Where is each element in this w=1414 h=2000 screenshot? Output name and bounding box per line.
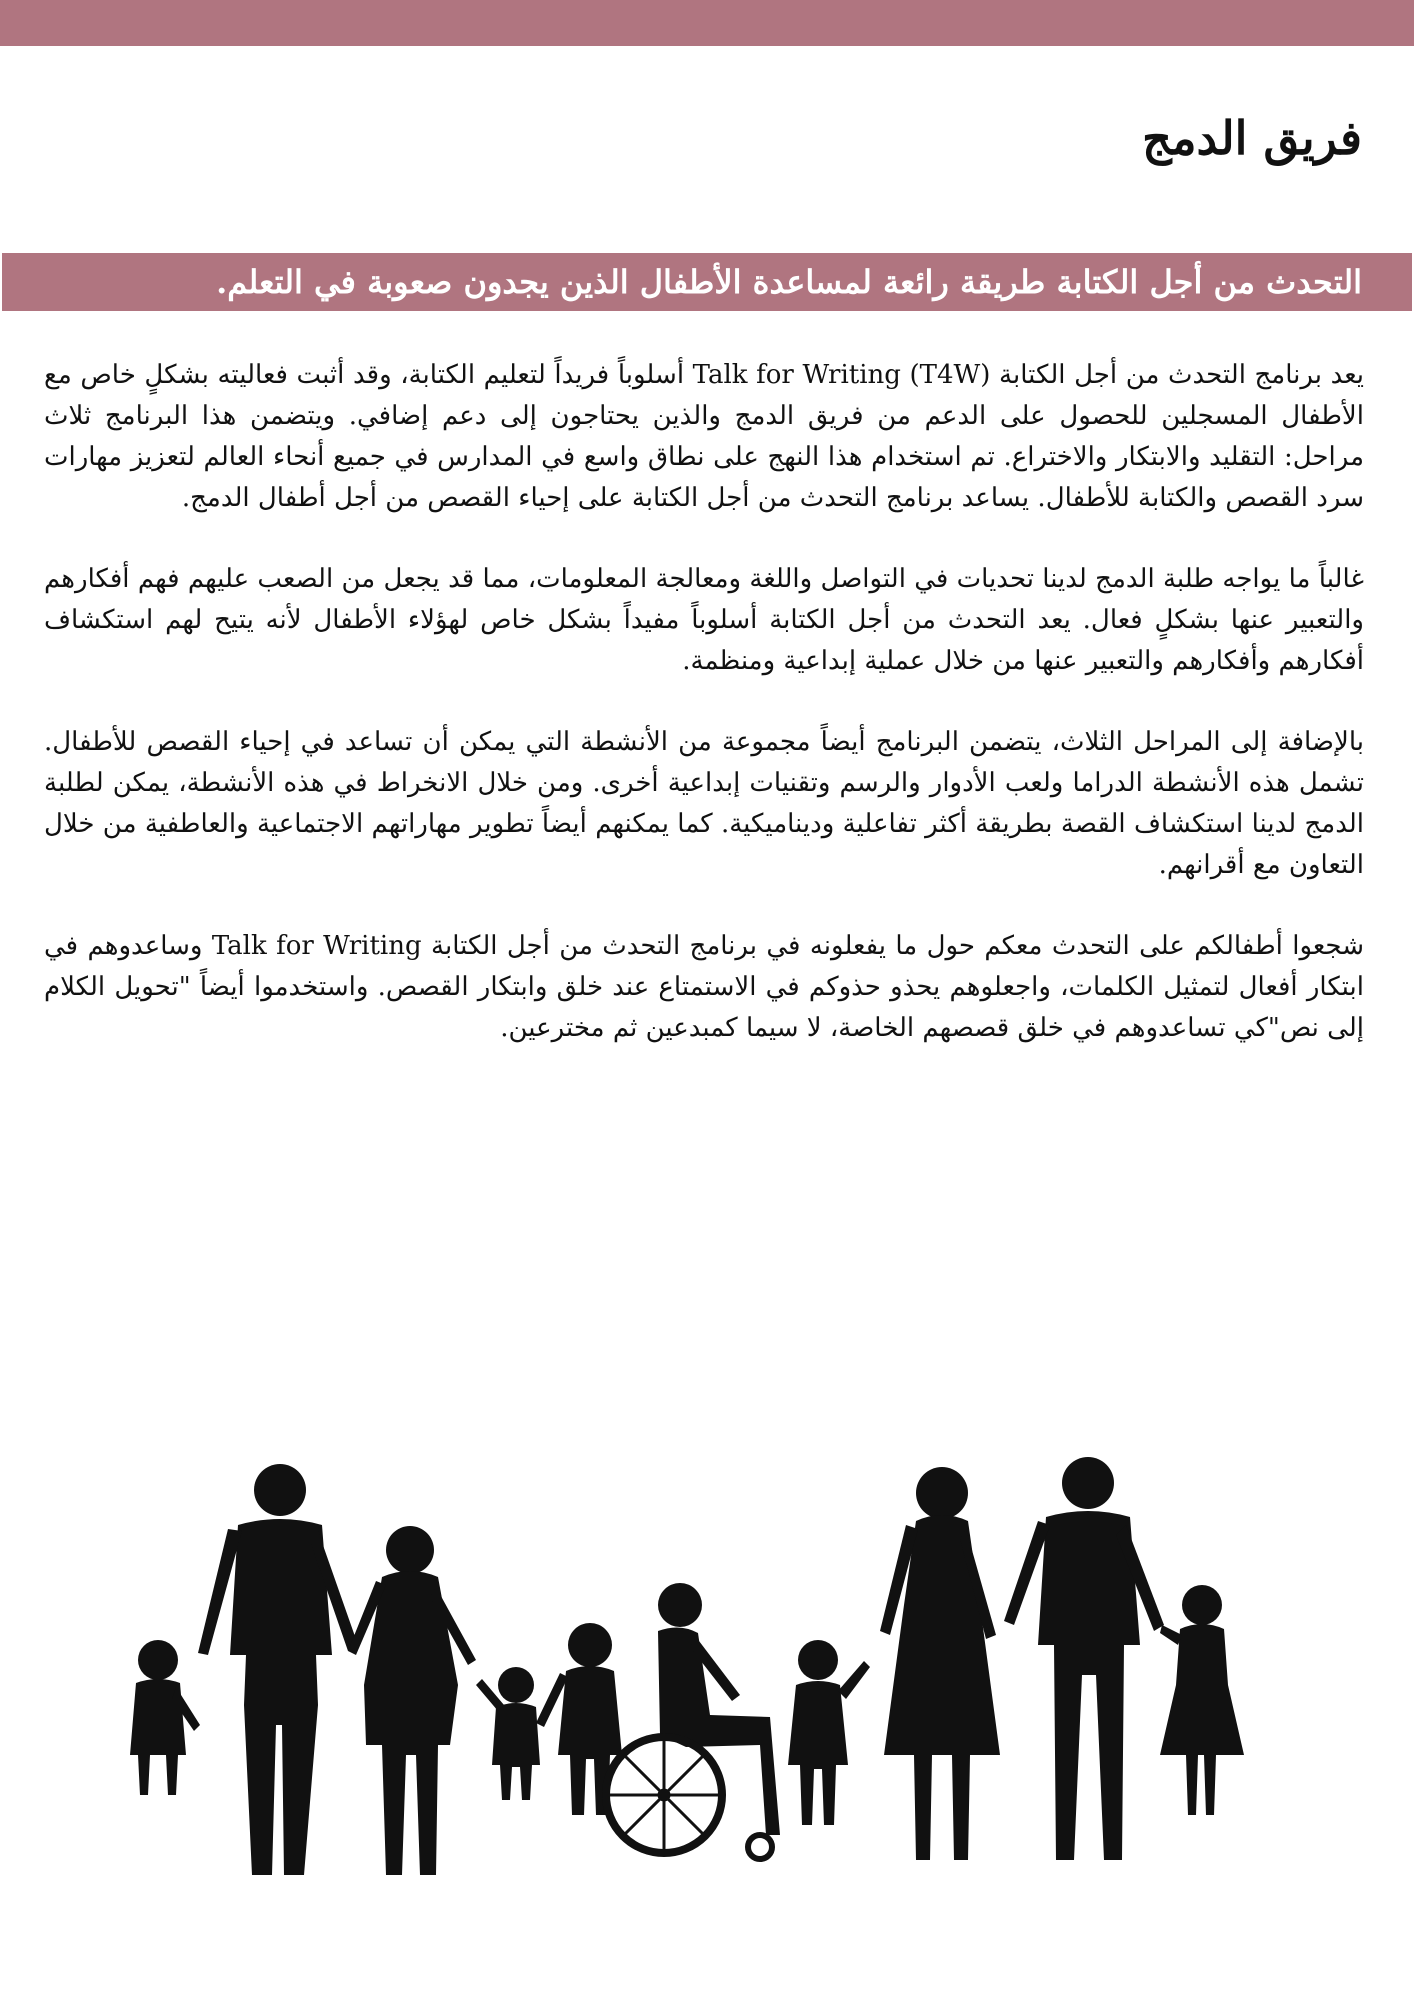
wheelchair-icon [606, 1737, 772, 1859]
top-accent-band [0, 0, 1414, 46]
subtitle-banner [2, 253, 1412, 311]
subtitle-text: التحدث من أجل الكتابة طريقة رائعة لمساعدة الأطفال الذين يجدون صعوبة في التعلم. [216, 263, 1362, 301]
girl-silhouette [1160, 1585, 1244, 1815]
paragraph-intro: يعد برنامج التحدث من أجل الكتابة Talk for Writing (T4W) أسلوباً فريداً لتعليم الكتابة، وقد أثبت فعاليته بشكلٍ خاص مع الأطفال المسجلين للحصول على الدعم من فريق الدمج والذين يحتاجون إلى دعم إضافي. ويتضمن هذا البرنامج ثلاث مراحل: التقليد والابتكار والاختراع. تم استخدام هذا النهج على نطاق واسع في المدارس في جميع أنحاء العالم لتعزيز مهارات سرد القصص والكتابة للأطفال. يساعد برنامج التحدث من أجل الكتابة على إحياء القصص من أجل أطفال الدمج. [44, 360, 1365, 513]
girl-silhouette [476, 1667, 540, 1800]
paragraph-challenges: غالباً ما يواجه طلبة الدمج لدينا تحديات في التواصل واللغة ومعالجة المعلومات، مما قد يجعل من الصعب عليهم فهم أفكارهم والتعبير عنها بشكلٍ فعال. يعد التحدث من أجل الكتابة أسلوباً مفيداً بشكل خاص لهؤلاء الأطفال لأنه يتيح لهم استكشاف أفكارهم وأفكارهم والتعبير عنها من خلال عملية إبداعية ومنظمة. [44, 564, 1364, 676]
family-silhouette-illustration [120, 1455, 1270, 1875]
man-silhouette [1004, 1457, 1164, 1860]
man-silhouette [198, 1464, 358, 1875]
woman-silhouette [880, 1467, 1000, 1860]
article-body [44, 355, 1364, 1089]
woman-silhouette [348, 1526, 476, 1875]
boy-silhouette [788, 1640, 870, 1825]
page-title: فريق الدمج [1142, 111, 1362, 165]
paragraph-activities: بالإضافة إلى المراحل الثلاث، يتضمن البرنامج أيضاً مجموعة من الأنشطة التي يمكن أن تساعد في إحياء القصص للأطفال. تشمل هذه الأنشطة الدراما ولعب الأدوار والرسم وتقنيات إبداعية أخرى. ومن خلال الانخراط في هذه الأنشطة، يمكن لطلبة الدمج لدينا استكشاف القصة بطريقة أكثر تفاعلية وديناميكية. كما يمكنهم أيضاً تطوير مهاراتهم الاجتماعية والعاطفية من خلال التعاون مع أقرانهم. [44, 727, 1364, 880]
child-silhouette [130, 1640, 200, 1795]
paragraph-encouragement: شجعوا أطفالكم على التحدث معكم حول ما يفعلونه في برنامج التحدث من أجل الكتابة Talk for Writing وساعدوهم في ابتكار أفعال لتمثيل الكلمات، واجعلوهم يحذو حذوكم في الاستمتاع عند خلق وابتكار القصص. واستخدموا أيضاً "تحويل الكلام إلى نص"كي تساعدوهم في خلق قصصهم الخاصة، لا سيما كمبدعين ثم مخترعين. [44, 931, 1364, 1043]
